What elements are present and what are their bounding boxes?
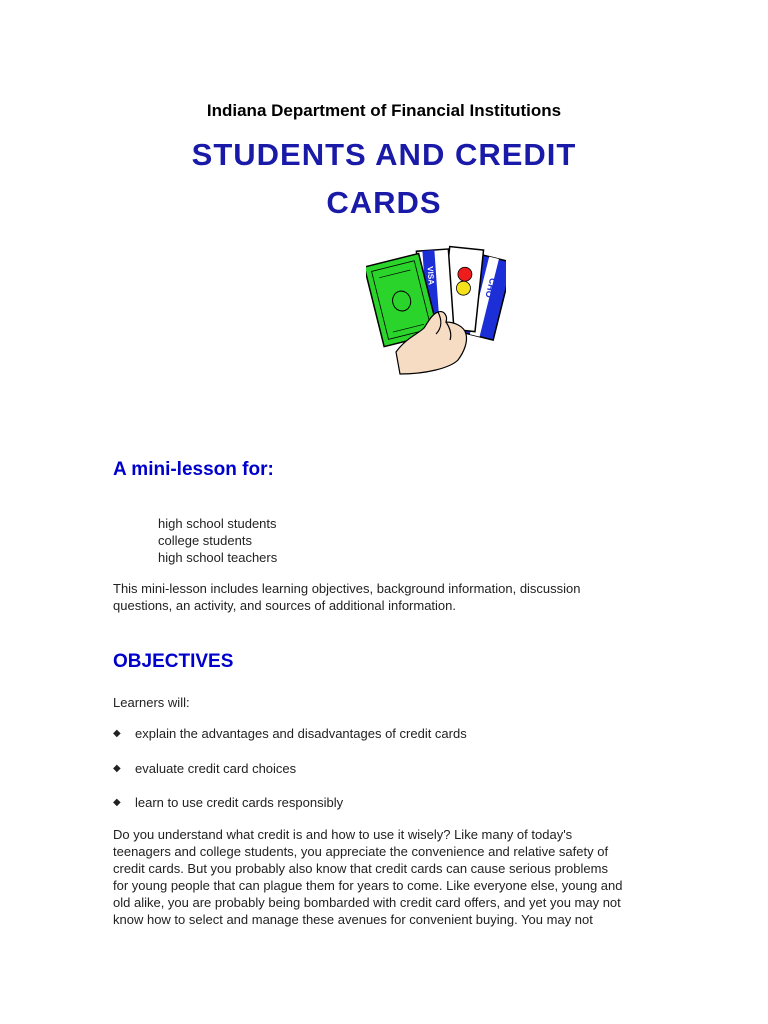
body-line: for young people that can plague them for years to come. Like everyone else, young and	[113, 878, 623, 893]
objectives-intro: Learners will:	[113, 695, 190, 710]
agency-name: Indiana Department of Financial Institutions	[206, 101, 562, 120]
description-line: questions, an activity, and sources of additional information.	[113, 598, 457, 613]
objective-item	[113, 795, 343, 810]
objective-text: evaluate credit card choices	[135, 761, 297, 776]
bullet-diamond-icon: ◆	[113, 763, 121, 774]
svg-text:CHO: CHO	[483, 277, 498, 299]
audience-item: high school teachers	[158, 550, 278, 565]
audience-list	[158, 515, 277, 566]
bullet-diamond-icon: ◆	[113, 728, 121, 739]
body-line: credit cards. But you probably also know that credit cards can cause serious problems	[113, 861, 608, 876]
bullet-diamond-icon: ◆	[113, 797, 121, 808]
body-line: teenagers and college students, you appreciate the convenience and relative safety of	[113, 844, 609, 859]
audience-item: high school students	[158, 516, 277, 531]
objective-item	[113, 726, 467, 741]
audience-item: college students	[158, 533, 252, 548]
svg-text:VISA: VISA	[425, 266, 436, 286]
description-line: This mini-lesson includes learning objectives, background information, discussion	[113, 581, 581, 596]
objectives-heading: OBJECTIVES	[113, 651, 234, 672]
page-title	[0, 131, 768, 227]
body-line: know how to select and manage these avenues for convenient buying. You may not	[113, 912, 593, 927]
title-line-1: STUDENTS AND CREDIT	[191, 137, 577, 172]
objective-text: explain the advantages and disadvantages of credit cards	[135, 726, 467, 741]
title-line-2: CARDS	[326, 185, 442, 220]
mini-lesson-heading: A mini-lesson for:	[113, 459, 274, 480]
credit-cards-in-hand-illustration	[366, 242, 506, 376]
objective-item	[113, 761, 296, 776]
body-line: old alike, you are probably being bombarded with credit card offers, and yet you may not	[113, 895, 621, 910]
objective-text: learn to use credit cards responsibly	[135, 795, 344, 810]
body-paragraph	[113, 826, 673, 928]
mini-lesson-description	[113, 580, 653, 614]
body-line: Do you understand what credit is and how to use it wisely? Like many of today's	[113, 827, 573, 842]
